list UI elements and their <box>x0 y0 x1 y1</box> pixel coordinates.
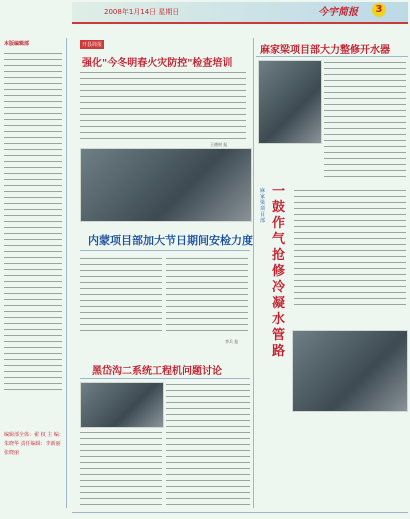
article4-vertical-tag: 麻家梁项目部 <box>260 188 266 224</box>
article2-title-box <box>256 38 408 57</box>
article5-text-left <box>80 430 162 508</box>
article4-vertical-title: 一鼓作气抢修冷凝水管路 <box>272 184 286 359</box>
article1-tag: 开县简报 <box>82 42 103 48</box>
article3-title: 内蒙项目部加大节日期间安检力度 <box>88 234 253 247</box>
article5-title: 黑岱沟二系统工程机问题讨论 <box>92 366 222 377</box>
article3-text-right <box>166 256 248 336</box>
left-column-title: 本版编辑部 <box>4 41 30 47</box>
article1-title: 强化"今冬明春火灾防控"检查培训 <box>82 58 233 69</box>
article5-photo <box>80 382 164 428</box>
article4-photo <box>292 330 408 412</box>
article2-title: 麻家梁项目部大力整修开水器 <box>260 45 390 56</box>
article1-photo <box>80 148 252 222</box>
article4-text <box>294 188 406 306</box>
article2-text <box>324 60 406 180</box>
article2-photo <box>258 60 322 144</box>
left-column <box>4 38 67 508</box>
article1-text <box>80 70 246 142</box>
page-number: 3 <box>372 3 386 17</box>
header-date: 2008年1月14日 星期日 <box>104 8 180 16</box>
left-column-text <box>4 51 62 391</box>
editor-block: 编辑部全体：翟 权 主 编：朱晓华 责任编辑：李新丽 张晓丽 <box>4 432 64 456</box>
article1-author: 王德财 报 <box>210 142 228 147</box>
article3-author: 李兵 报 <box>225 339 239 344</box>
article5-text-right <box>166 382 250 508</box>
article3-text-left <box>80 256 162 336</box>
header-section: 今宇简报 <box>318 7 358 18</box>
